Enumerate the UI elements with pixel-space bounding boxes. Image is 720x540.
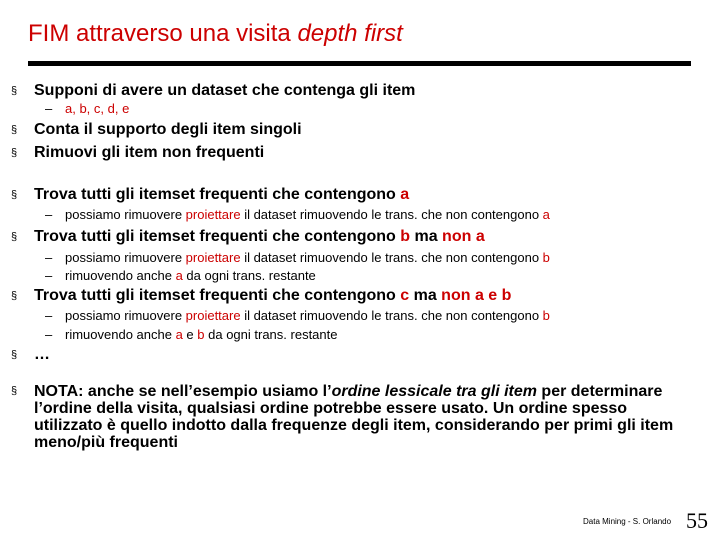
bullet-text: Conta il supporto degli item singoli <box>34 121 302 138</box>
bullet-text: … <box>34 346 50 363</box>
bullet-icon: § <box>11 349 18 361</box>
title-text: FIM attraverso una visita <box>28 20 298 47</box>
bullet-text: Rimuovi gli item non frequenti <box>34 144 265 161</box>
title-rule <box>28 61 691 66</box>
sub-remove-a: – rimuovendo anche a da ogni trans. restante <box>45 268 316 283</box>
sub-items-list: – a, b, c, d, e <box>45 101 130 116</box>
bullet-icon: § <box>11 385 18 397</box>
sub-project-b: – possiamo rimuovere proiettare il dataset rimuovendo le trans. che non contengono b <box>45 250 550 265</box>
title-italic: depth first <box>297 20 403 47</box>
sub-project-c: – possiamo rimuovere proiettare il dataset rimuovendo le trans. che non contengono b <box>45 308 550 323</box>
bullet-icon: § <box>11 147 18 159</box>
slide-title <box>28 20 403 48</box>
sub-remove-ab: – rimuovendo anche a e b da ogni trans. restante <box>45 327 338 342</box>
bullet-text: Trova tutti gli itemset frequenti che contengono a <box>34 186 410 203</box>
bullet-text: Trova tutti gli itemset frequenti che contengono b ma non a <box>34 228 485 245</box>
bullet-icon: § <box>11 85 18 97</box>
bullet-icon: § <box>11 290 18 302</box>
sub-project-a: – possiamo rimuovere proiettare il dataset rimuovendo le trans. che non contengono a <box>45 207 550 222</box>
bullet-text: Trova tutti gli itemset frequenti che contengono c ma non a e b <box>34 287 512 304</box>
bullet-icon: § <box>11 124 18 136</box>
footer-credit: Data Mining - S. Orlando <box>583 517 672 526</box>
bullet-icon: § <box>11 231 18 243</box>
page-number: 55 <box>686 508 708 533</box>
item-list: a, b, c, d, e <box>65 101 130 116</box>
bullet-text: Supponi di avere un dataset che contenga gli item <box>34 82 416 99</box>
bullet-icon: § <box>11 189 18 201</box>
note-paragraph: NOTA: anche se nell’esempio usiamo l’ordine lessicale tra gli item per determinare l’ordine della visita, qualsiasi ordine potrebbe essere usato. Un ordine spesso utilizzato è quello indotto dalla frequenze degli item, considerando per primi gli item meno/più frequenti <box>34 383 674 451</box>
